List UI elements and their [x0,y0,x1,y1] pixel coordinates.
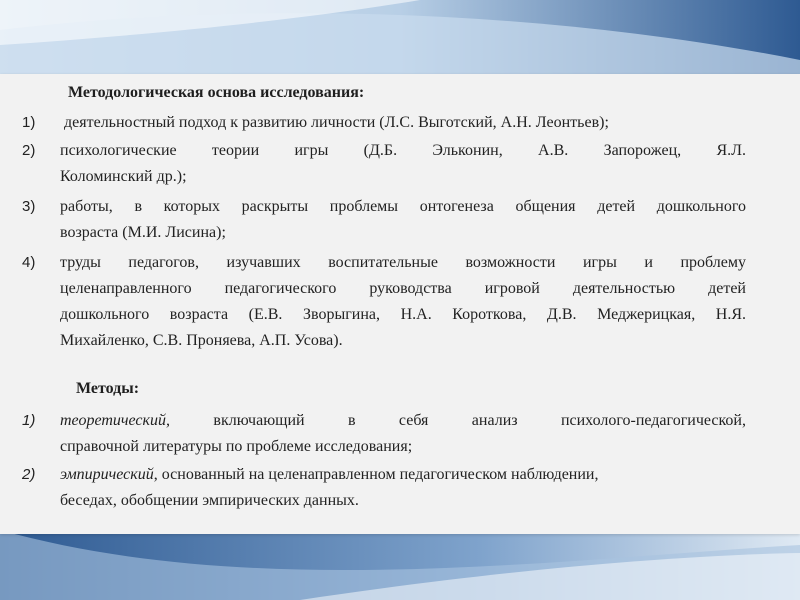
method-description: включающий в себя анализ психолого-педагогической, [213,412,746,429]
methodology-heading: Методологическая основа исследования: [68,84,365,101]
method-description: , основанный на целенаправленном педагогическом наблюдении, [153,466,599,483]
item-text: работы, в которых раскрыты проблемы онтогенеза общения детей дошкольного [60,198,746,215]
item-text: возраста (М.И. Лисина); [60,224,226,241]
item-number: 1) [22,114,36,131]
item-text: труды педагогов, изучавших воспитательные возможности игры и проблему [60,254,746,271]
method-term: теоретический, [60,412,170,429]
item-text: справочной литературы по проблеме исследования; [60,438,413,455]
item-number: 2) [22,466,36,483]
item-text: психологические теории игры (Д.Б. Эльконин, А.В. Запорожец, Я.Л. [60,142,746,159]
item-text [60,465,746,485]
item-text: беседах, обобщении эмпирических данных. [60,492,359,509]
method-term: эмпирический [60,466,154,483]
item-text: Михайленко, С.В. Проняева, А.П. Усова). [60,332,343,349]
item-number: 3) [22,198,36,215]
item-text: целенаправленного педагогического руководства игровой деятельностью детей [60,280,746,297]
methods-heading: Методы: [76,380,140,397]
item-text: деятельностный подход к развитию личности (Л.С. Выготский, А.Н. Леонтьев); [64,114,609,131]
item-text: дошкольного возраста (Е.В. Зворыгина, Н.А. Короткова, Д.В. Меджерицкая, Н.Я. [60,306,746,323]
item-text [60,411,746,431]
content-panel [0,74,800,534]
item-number: 2) [22,142,36,159]
item-number: 1) [22,412,36,429]
item-number: 4) [22,254,36,271]
item-text: Коломинский др.); [60,168,187,185]
